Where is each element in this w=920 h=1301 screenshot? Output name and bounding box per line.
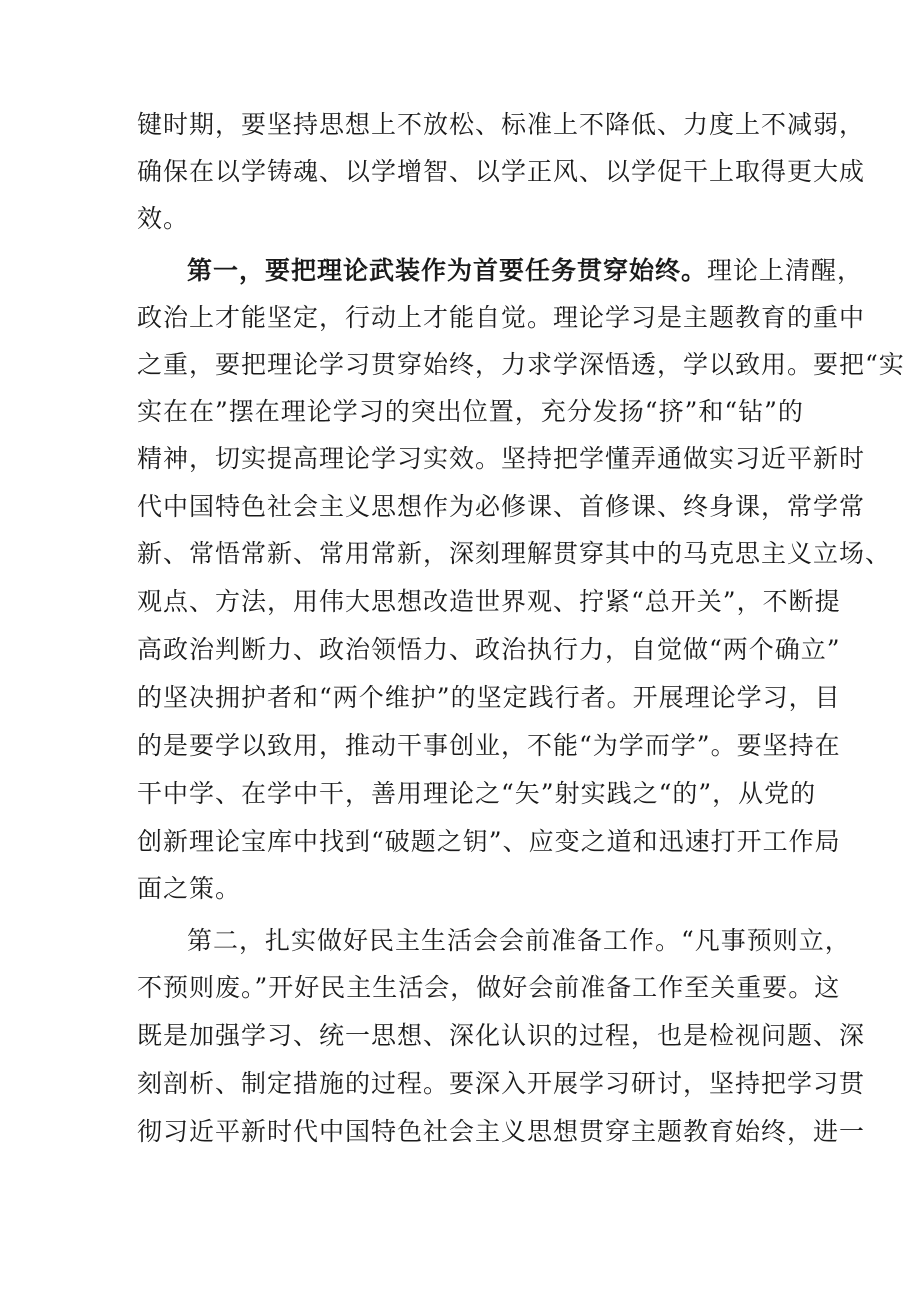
text-line: 面之策。 bbox=[137, 874, 242, 903]
text-line: 政治上才能坚定，行动上才能自觉。理论学习是主题教育的重中 bbox=[137, 303, 866, 332]
text-line: 精神，切实提高理论学习实效。坚持把学懂弄通做实习近平新时 bbox=[137, 444, 866, 473]
section-heading-1: 第一，要把理论武装作为首要任务贯穿始终。 bbox=[187, 256, 708, 285]
paragraph-first-line bbox=[187, 256, 863, 286]
text-line: 确保在以学铸魂、以学增智、以学正风、以学促干上取得更大成 bbox=[137, 157, 866, 186]
text-line: 高政治判断力、政治领悟力、政治执行力，自觉做“两个确立” bbox=[137, 635, 841, 664]
text-line: 彻习近平新时代中国特色社会主义思想贯穿主题教育始终，进一 bbox=[137, 1117, 866, 1146]
text-line: 代中国特色社会主义思想作为必修课、首修课、终身课，常学常 bbox=[137, 492, 866, 521]
text-line: 新、常悟常新、常用常新，深刻理解贯穿其中的马克思主义立场、 bbox=[137, 539, 892, 568]
text-line: 刻剖析、制定措施的过程。要深入开展学习研讨，坚持把学习贯 bbox=[137, 1069, 866, 1098]
text-line: 键时期，要坚持思想上不放松、标准上不降低、力度上不减弱， bbox=[137, 110, 866, 139]
text-segment: 理论上清醒， bbox=[707, 256, 864, 285]
text-line: 的坚决拥护者和“两个维护”的坚定践行者。开展理论学习，目 bbox=[137, 683, 841, 712]
text-line: 既是加强学习、统一思想、深化认识的过程，也是检视问题、深 bbox=[137, 1021, 866, 1050]
text-line: 观点、方法，用伟大思想改造世界观、拧紧“总开关”，不断提 bbox=[137, 587, 841, 616]
text-line: 不预则废。”开好民主生活会，做好会前准备工作至关重要。这 bbox=[137, 973, 841, 1002]
text-line: 的是要学以致用，推动干事创业，不能“为学而学”。要坚持在 bbox=[137, 731, 841, 760]
text-line: 效。 bbox=[137, 204, 190, 233]
text-line: 之重，要把理论学习贯穿始终，力求学深悟透，学以致用。要把“实 bbox=[137, 350, 905, 379]
paragraph-first-line: 第二，扎实做好民主生活会会前准备工作。“凡事预则立， bbox=[187, 926, 851, 955]
text-line: 实在在”摆在理论学习的突出位置，充分发扬“挤”和“钻”的 bbox=[137, 397, 804, 426]
text-line: 干中学、在学中干，善用理论之“矢”射实践之“的”，从党的 bbox=[137, 779, 817, 808]
text-line: 创新理论宝库中找到“破题之钥”、应变之道和迅速打开工作局 bbox=[137, 827, 841, 856]
